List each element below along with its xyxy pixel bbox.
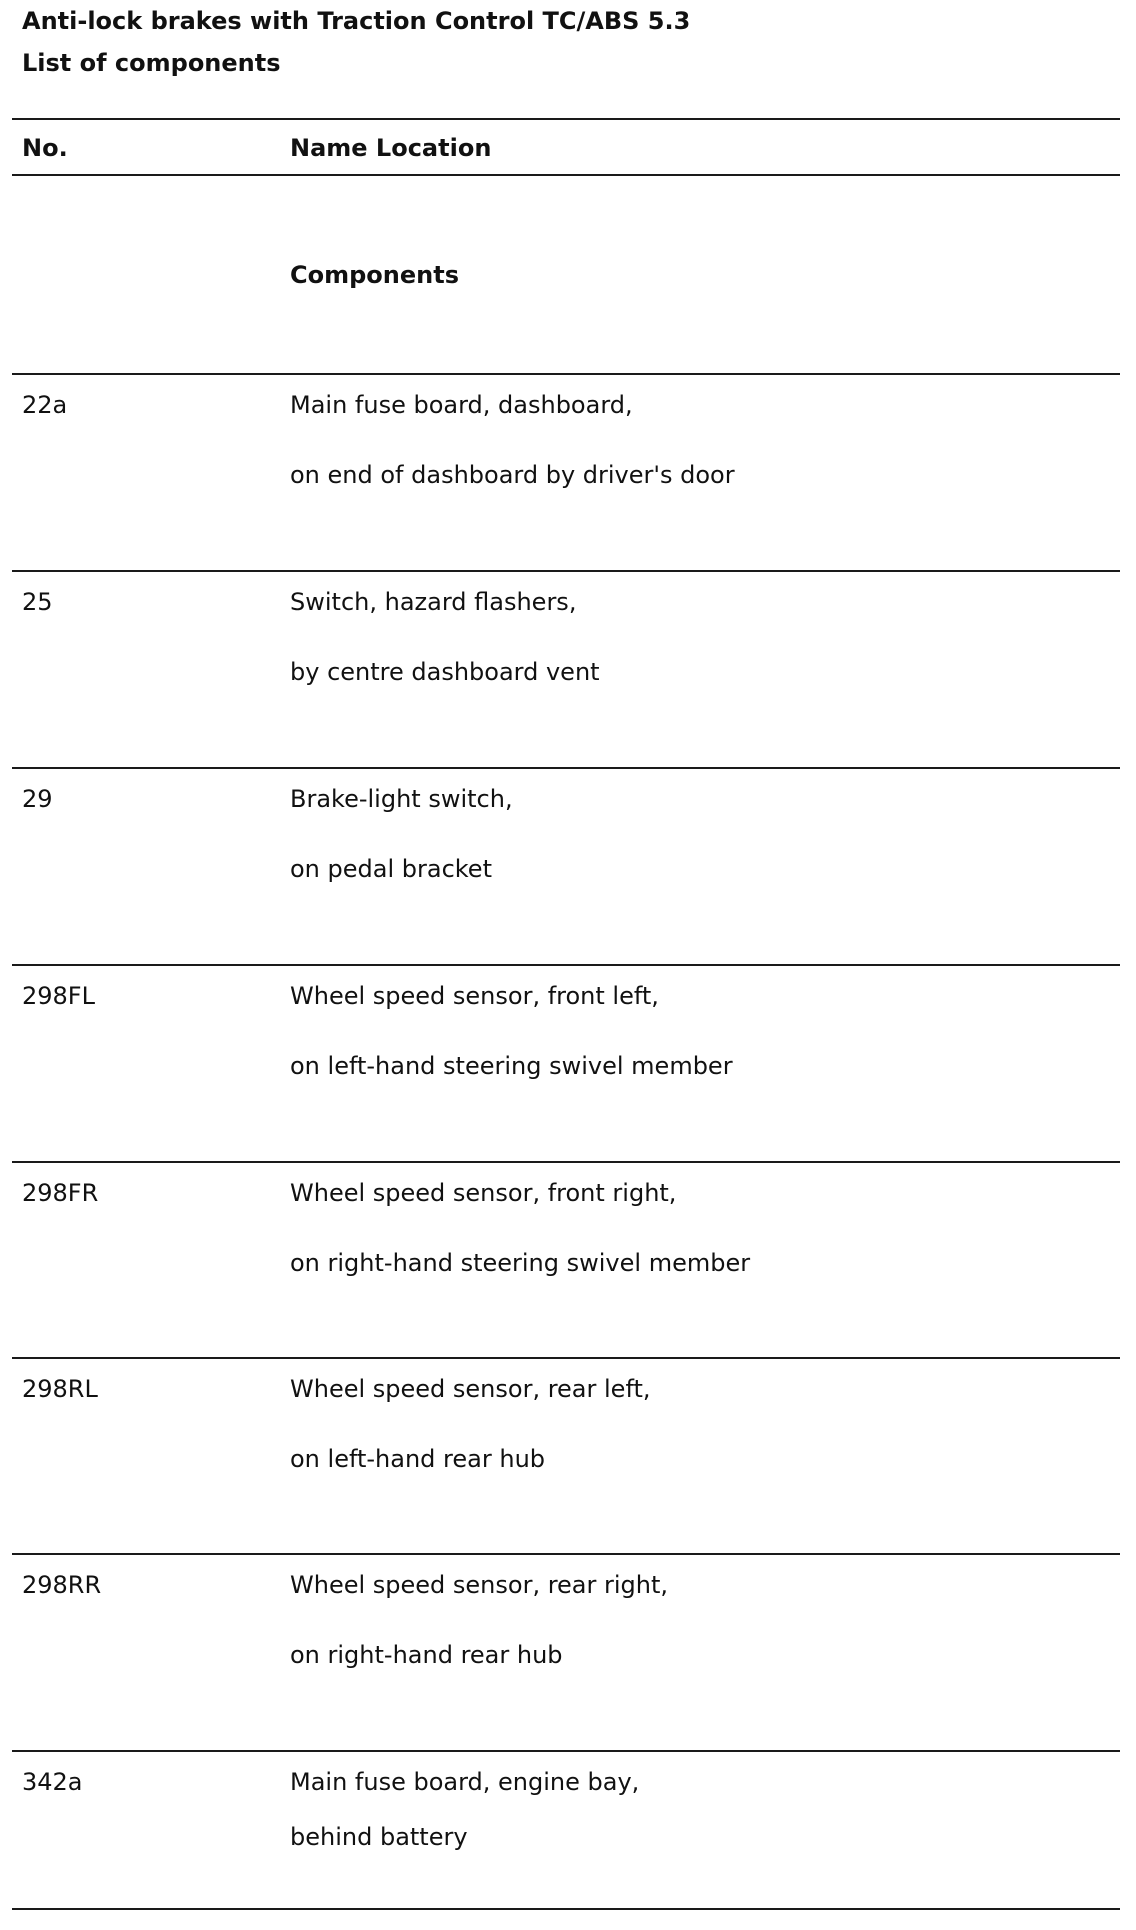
component-name: Wheel speed sensor, front left,	[290, 982, 659, 1010]
component-name: Wheel speed sensor, rear right,	[290, 1571, 669, 1599]
component-number: 298RR	[22, 1571, 102, 1599]
row-divider	[12, 964, 1120, 966]
component-location: on left-hand steering swivel member	[290, 1052, 733, 1080]
row-divider	[12, 373, 1120, 375]
component-name: Wheel speed sensor, rear left,	[290, 1375, 651, 1403]
header-bottom-rule	[12, 174, 1120, 176]
row-divider	[12, 1357, 1120, 1359]
component-location: on end of dashboard by driver's door	[290, 461, 735, 489]
component-location: by centre dashboard vent	[290, 658, 600, 686]
component-name: Main fuse board, dashboard,	[290, 391, 633, 419]
column-header-name-location: Name Location	[290, 134, 492, 162]
header-top-rule	[12, 118, 1120, 120]
section-heading: Components	[290, 261, 459, 289]
column-header-no: No.	[22, 134, 68, 162]
component-name: Wheel speed sensor, front right,	[290, 1179, 677, 1207]
row-divider	[12, 767, 1120, 769]
table-bottom-rule	[12, 1908, 1120, 1910]
component-number: 22a	[22, 391, 68, 419]
component-location: behind battery	[290, 1823, 468, 1851]
component-location: on right-hand rear hub	[290, 1641, 563, 1669]
row-divider	[12, 570, 1120, 572]
component-name: Brake-light switch,	[290, 785, 513, 813]
component-number: 298FL	[22, 982, 95, 1010]
component-name: Main fuse board, engine bay,	[290, 1768, 640, 1796]
component-number: 25	[22, 588, 53, 616]
component-location: on pedal bracket	[290, 855, 492, 883]
component-location: on right-hand steering swivel member	[290, 1249, 751, 1277]
component-number: 29	[22, 785, 53, 813]
component-location: on left-hand rear hub	[290, 1445, 546, 1473]
component-number: 342a	[22, 1768, 83, 1796]
component-number: 298RL	[22, 1375, 98, 1403]
row-divider	[12, 1553, 1120, 1555]
row-divider	[12, 1750, 1120, 1752]
component-number: 298FR	[22, 1179, 99, 1207]
document-title: Anti-lock brakes with Traction Control TC/ABS 5.3	[22, 7, 691, 35]
row-divider	[12, 1161, 1120, 1163]
document-subtitle: List of components	[22, 49, 281, 77]
component-name: Switch, hazard flashers,	[290, 588, 577, 616]
